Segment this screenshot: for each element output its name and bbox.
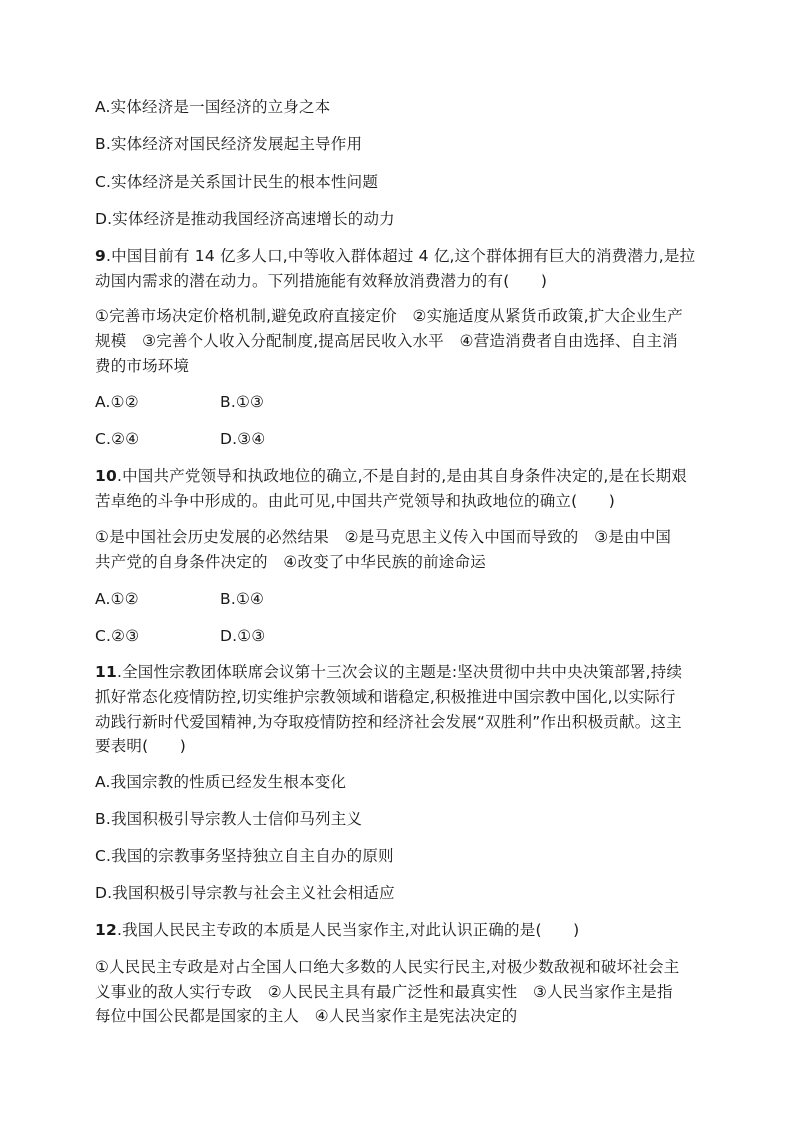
q9-stem-line-1: 9.中国目前有 14 亿多人口,中等收入群体超过 4 亿,这个群体拥有巨大的消费潜力,是拉 <box>95 247 696 265</box>
q11-number: 11 <box>95 663 117 681</box>
q11-stem-line-2: 抓好常态化疫情防控,切实维护宗教领域和谐稳定,积极推进中国宗教中国化,以实际行 <box>95 688 676 706</box>
q9-items-line-1: ①完善市场决定价格机制,避免政府直接定价 ②实施适度从紧货币政策,扩大企业生产 <box>95 307 683 325</box>
q10-option-c: C.②③ <box>95 627 140 645</box>
q11-stem-line-4: 要表明( ) <box>95 737 186 755</box>
q9-number: 9 <box>95 247 106 265</box>
q12-stem-line-1: 12.我国人民民主专政的本质是人民当家作主,对此认识正确的是( ) <box>95 921 580 939</box>
q12-items-line-3: 每位中国公民都是国家的主人 ④人民当家作主是宪法决定的 <box>95 1007 518 1025</box>
q10-option-d: D.①③ <box>220 627 266 645</box>
q11-stem-line-3: 动践行新时代爱国精神,为夺取疫情防控和经济社会发展“双胜利”作出积极贡献。这主 <box>95 713 682 731</box>
q9-options-row-2 <box>95 427 705 451</box>
q10-number: 10 <box>95 467 117 485</box>
q10-items-line-1: ①是中国社会历史发展的必然结果 ②是马克思主义传入中国而导致的 ③是由中国 <box>95 528 672 546</box>
q10-stem-line-1: 10.中国共产党领导和执政地位的确立,不是自封的,是由其自身条件决定的,是在长期艰 <box>95 467 687 485</box>
q9-items-line-3: 费的市场环境 <box>95 357 190 375</box>
q9-option-a: A.①② <box>95 393 139 411</box>
q10-stem-line-2: 苦卓绝的斗争中形成的。由此可见,中国共产党领导和执政地位的确立( ) <box>95 492 616 510</box>
q10-options-row-1 <box>95 587 705 611</box>
q10-option-a: A.①② <box>95 590 139 608</box>
q8-option-d: D.实体经济是推动我国经济高速增长的动力 <box>95 210 395 228</box>
q9-items-line-2: 规模 ③完善个人收入分配制度,提高居民收入水平 ④营造消费者自由选择、自主消 <box>95 332 678 350</box>
q11-option-a: A.我国宗教的性质已经发生根本变化 <box>95 773 347 791</box>
q12-items-line-2: 义事业的敌人实行专政 ②人民民主具有最广泛性和最真实性 ③人民当家作主是指 <box>95 983 673 1001</box>
q12-items-line-1: ①人民民主专政是对占全国人口绝大多数的人民实行民主,对极少数敌视和破坏社会主 <box>95 958 680 976</box>
q9-stem-line-2: 动国内需求的潜在动力。下列措施能有效释放消费潜力的有( ) <box>95 272 548 290</box>
q10-options-row-2 <box>95 624 705 648</box>
q11-option-c: C.我国的宗教事务坚持独立自主自办的原则 <box>95 847 394 865</box>
q10-items-line-2: 共产党的自身条件决定的 ④改变了中华民族的前途命运 <box>95 553 486 571</box>
q9-option-d: D.③④ <box>220 430 266 448</box>
q9-option-c: C.②④ <box>95 430 140 448</box>
q8-option-a: A.实体经济是一国经济的立身之本 <box>95 98 331 116</box>
q8-option-b: B.实体经济对国民经济发展起主导作用 <box>95 135 363 153</box>
q12-number: 12 <box>95 921 117 939</box>
q11-stem-line-1: 11.全国性宗教团体联席会议第十三次会议的主题是:坚决贯彻中共中央决策部署,持续 <box>95 663 683 681</box>
q10-option-b: B.①④ <box>220 590 265 608</box>
q11-option-b: B.我国积极引导宗教人士信仰马列主义 <box>95 810 363 828</box>
q9-options-row-1 <box>95 390 705 414</box>
q8-option-c: C.实体经济是关系国计民生的根本性问题 <box>95 173 379 191</box>
q9-option-b: B.①③ <box>220 393 265 411</box>
q11-option-d: D.我国积极引导宗教与社会主义社会相适应 <box>95 884 395 902</box>
